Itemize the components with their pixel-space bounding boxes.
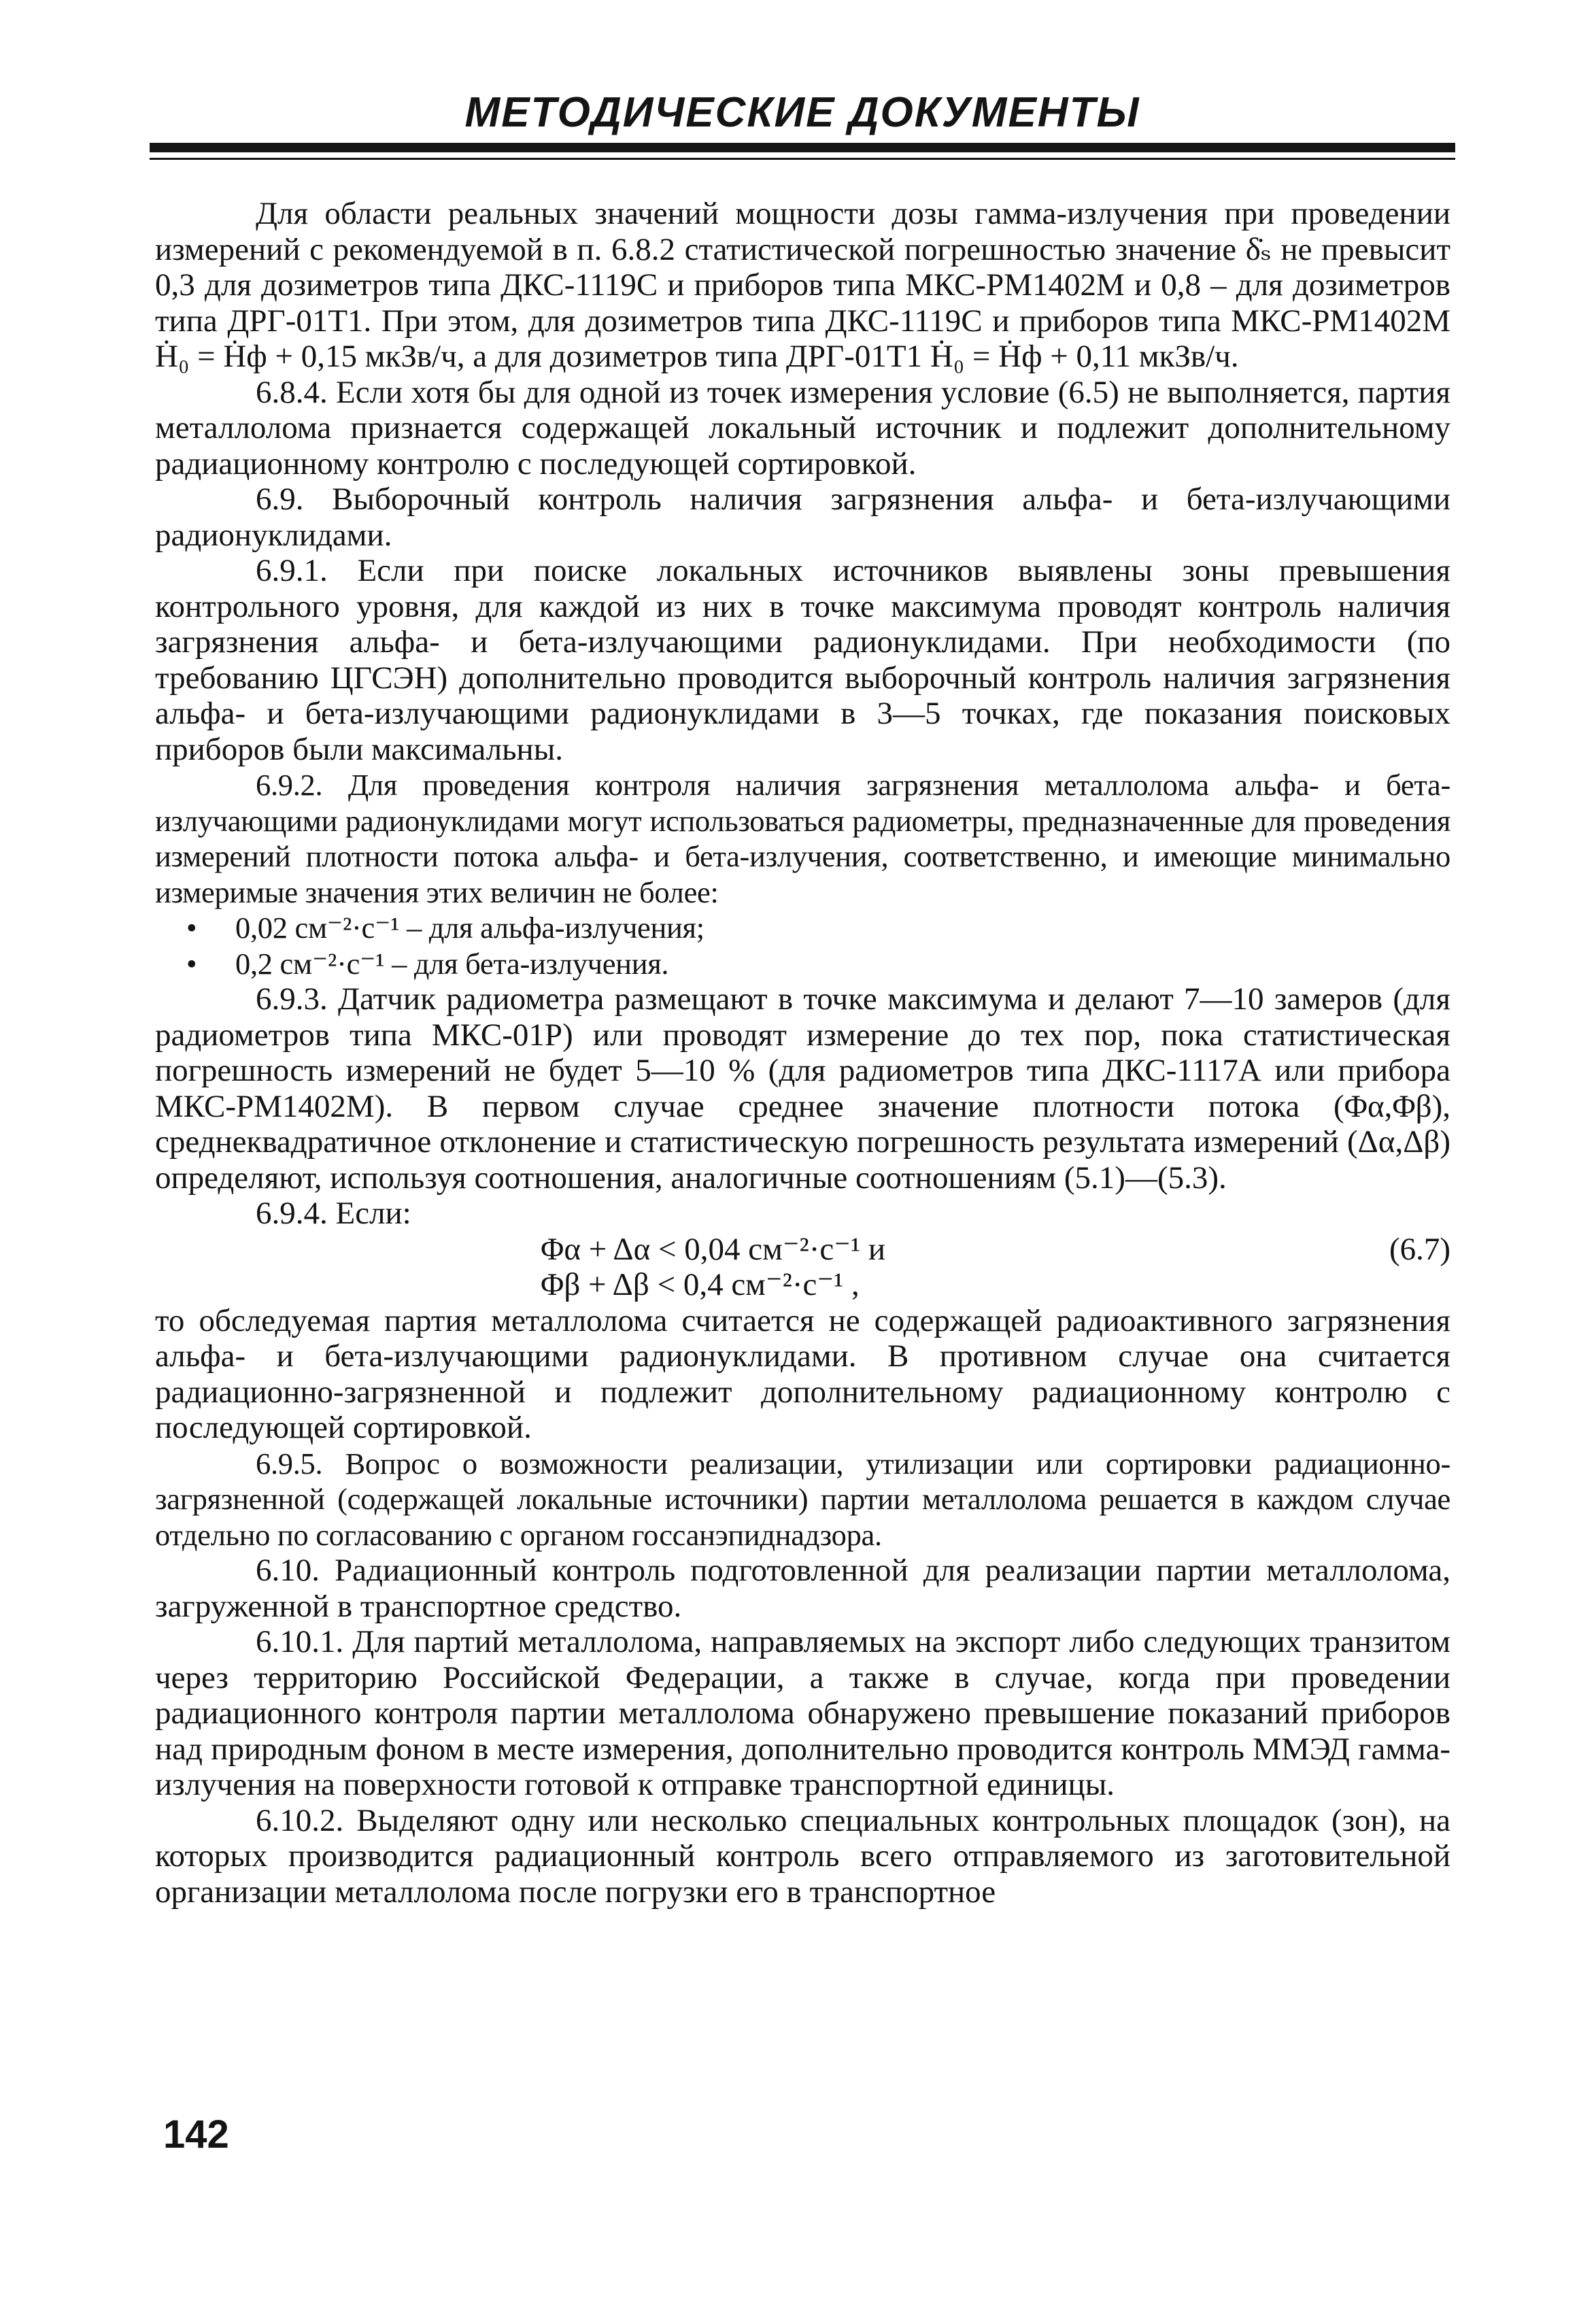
bullet-dot-icon: • [186,911,197,945]
paragraph-6-9: 6.9. Выборочный контроль наличия загрязнения альфа- и бета-излучающими радионуклидами. [155,481,1450,553]
paragraph-6-9-1: 6.9.1. Если при поиске локальных источников выявлены зоны превышения контрольного уровня, для каждой из них в точке максимума проводят контроль наличия загрязнения альфа- и бета-излучающими радионуклидами. При необходимости (по требованию ЦГСЭН) дополнительно проводится выборочный контроль наличия загрязнения альфа- и бета-излучающими радионуклидами в 3—5 точках, где показания поисковых приборов были максимальны. [155,553,1450,767]
paragraph-6-10-1: 6.10.1. Для партий металлолома, направляемых на экспорт либо следующих транзитом через территорию Российской Федерации, а также в случае, когда при проведении радиационного контроля партии металлолома обнаружено превышение показаний приборов над природным фоном в месте измерения, дополнительно проводится контроль ММЭД гамма-излучения на поверхности готовой к отправке транспортной единицы. [155,1624,1450,1802]
page-body [155,196,1450,1910]
paragraph-6-9-2: 6.9.2. Для проведения контроля наличия загрязнения металлолома альфа- и бета-излучающими радионуклидами могут использоваться радиометры, предназначенные для проведения измерений плотности потока альфа- и бета-излучения, соответственно, и имеющие минимально измеримые значения этих величин не более: [155,768,1450,909]
equation-number: (6.7) [1389,1231,1450,1267]
paragraph-6-9-4: 6.9.4. Если: [256,1196,411,1231]
header-rule-thin [150,158,1455,160]
bullet-beta-text: 0,2 см⁻²·с⁻¹ – для бета-излучения. [235,946,669,981]
formula-alpha-line: Φα + Δα < 0,04 см⁻²·с⁻¹ и [541,1231,886,1267]
paragraph-6-8-4: 6.8.4. Если хотя бы для одной из точек измерения условие (6.5) не выполняется, партия металлолома признается содержащей локальный источник и подлежит дополнительному радиационному контролю с последующей сортировкой. [155,374,1450,481]
page-number: 142 [163,2112,229,2157]
formula-beta-line: Φβ + Δβ < 0,4 см⁻²·с⁻¹ , [541,1266,860,1302]
paragraph-6-10-2: 6.10.2. Выделяют одну или несколько специальных контрольных площадок (зон), на которых производится радиационный контроль всего отправляемого из заготовительной организации металлолома после погрузки его в транспортное [155,1802,1450,1910]
header-rule-thick [150,143,1455,152]
bullet-alpha [186,910,1450,946]
bullet-alpha-text: 0,02 см⁻²·с⁻¹ – для альфа-излучения; [235,911,704,945]
paragraph-gamma-dose: Для области реальных значений мощности дозы гамма-излучения при проведении измерений с рекомендуемой в п. 6.8.2 статистической погрешностью значение δ̇ₛ не превысит 0,3 для дозиметров типа ДКС-1119С и приборов типа МКС-РМ1402М и 0,8 – для дозиметров типа ДРГ-01Т1. При этом, для дозиметров типа ДКС-1119С и приборов типа МКС-РМ1402М Ḣ₀ = Ḣф + 0,15 мкЗв/ч, а для дозиметров типа ДРГ-01Т1 Ḣ₀ = Ḣф + 0,11 мкЗв/ч. [155,196,1450,374]
bullet-dot-icon: • [186,946,197,981]
bullet-beta [186,946,1450,982]
paragraph-6-10: 6.10. Радиационный контроль подготовленной для реализации партии металлолома, загруженной в транспортное средство. [155,1553,1450,1624]
formula-6-7 [155,1232,1450,1303]
paragraph-formula-conclusion: то обследуемая партия металлолома считается не содержащей радиоактивного загрязнения альфа- и бета-излучающими радионуклидами. В противном случае она считается радиационно-загрязненной и подлежит дополнительному радиационному контролю с последующей сортировкой. [155,1302,1450,1445]
paragraph-6-9-5: 6.9.5. Вопрос о возможности реализации, утилизации или сортировки радиационно-загрязненной (содержащей локальные источники) партии металлолома решается в каждом случае отдельно по согласованию с органом госсанэпиднадзора. [155,1446,1450,1552]
running-header: МЕТОДИЧЕСКИЕ ДОКУМЕНТЫ [464,89,1140,136]
paragraph-6-9-3: 6.9.3. Датчик радиометра размещают в точке максимума и делают 7—10 замеров (для радиометров типа МКС-01Р) или проводят измерение до тех пор, пока статистическая погрешность измерений не будет 5—10 % (для радиометров типа ДКС-1117А или прибора МКС-РМ1402М). В первом случае среднее значение плотности потока (Φα,Φβ), среднеквадратичное отклонение и статистическую погрешность результата измерений (Δα,Δβ) определяют, используя соотношения, аналогичные соотношениям (5.1)—(5.3). [155,981,1450,1196]
